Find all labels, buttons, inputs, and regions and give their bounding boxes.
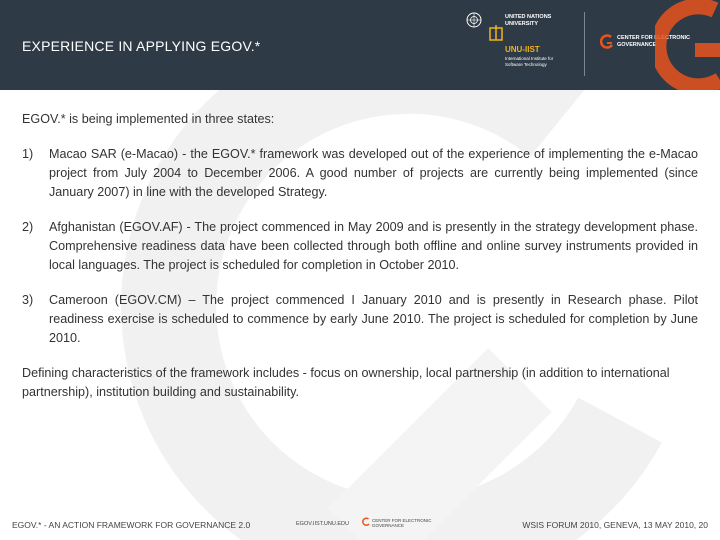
un-emblem-icon: [466, 12, 482, 28]
list-item-text: Afghanistan (EGOV.AF) - The project commenced in May 2009 and is presently in the strategy development phase. Comprehensive readiness data have been collected through both offline and online survey instruments provided in local languages. The project is scheduled for completion in October 2010.: [49, 220, 698, 272]
list-item-number: 1): [22, 147, 34, 161]
ceg-logo-icon: [600, 34, 614, 50]
footer-ceg-name: CENTER FOR ELECTRONIC GOVERNANCE: [372, 518, 432, 528]
un-university-label: UNITED NATIONS UNIVERSITY: [505, 14, 552, 27]
unu-logo-icon: [489, 24, 503, 42]
ceg-name-label: CENTER FOR ELECTRONIC GOVERNANCE: [617, 35, 691, 48]
list-item: [22, 145, 698, 202]
list-item: [22, 291, 698, 348]
list-item-number: 3): [22, 293, 34, 307]
list-item-text: Cameroon (EGOV.CM) – The project commenced I January 2010 and is presently in Research phase. Pilot readiness exercise is scheduled to commence by early June 2010. The project is scheduled for completion by June 2010.: [49, 293, 698, 345]
footer-ceg-logo-icon: [362, 517, 370, 527]
slide-title: EXPERIENCE IN APPLYING EGOV.*: [22, 38, 261, 54]
unu-iist-label: UNU-IIST: [505, 45, 540, 54]
unu-iist-subtitle: International Institute for Software Technology: [505, 56, 554, 67]
list-item-number: 2): [22, 220, 34, 234]
slide-header: [0, 0, 720, 90]
footer-url: EGOV.IIST.UNU.EDU: [296, 521, 349, 527]
footer-title: EGOV.* - AN ACTION FRAMEWORK FOR GOVERNANCE 2.0: [12, 520, 251, 530]
slide-body: [22, 110, 698, 402]
intro-text: EGOV.* is being implemented in three states:: [22, 112, 275, 126]
header-corner-logo: [655, 0, 720, 90]
list-item-text: Macao SAR (e-Macao) - the EGOV.* framework was developed out of the experience of implementing the e-Macao project from July 2004 to December 2006. A good number of projects are currently being implemented (since January 2007) in line with the developed Strategy.: [49, 147, 698, 199]
list-item: [22, 218, 698, 275]
footer-event: WSIS FORUM 2010, GENEVA, 13 MAY 2010, 20: [522, 520, 708, 530]
closing-text: Defining characteristics of the framework includes - focus on ownership, local partnership (in addition to international partnership), institution building and sustainability.: [22, 366, 670, 399]
header-divider: [584, 12, 585, 76]
